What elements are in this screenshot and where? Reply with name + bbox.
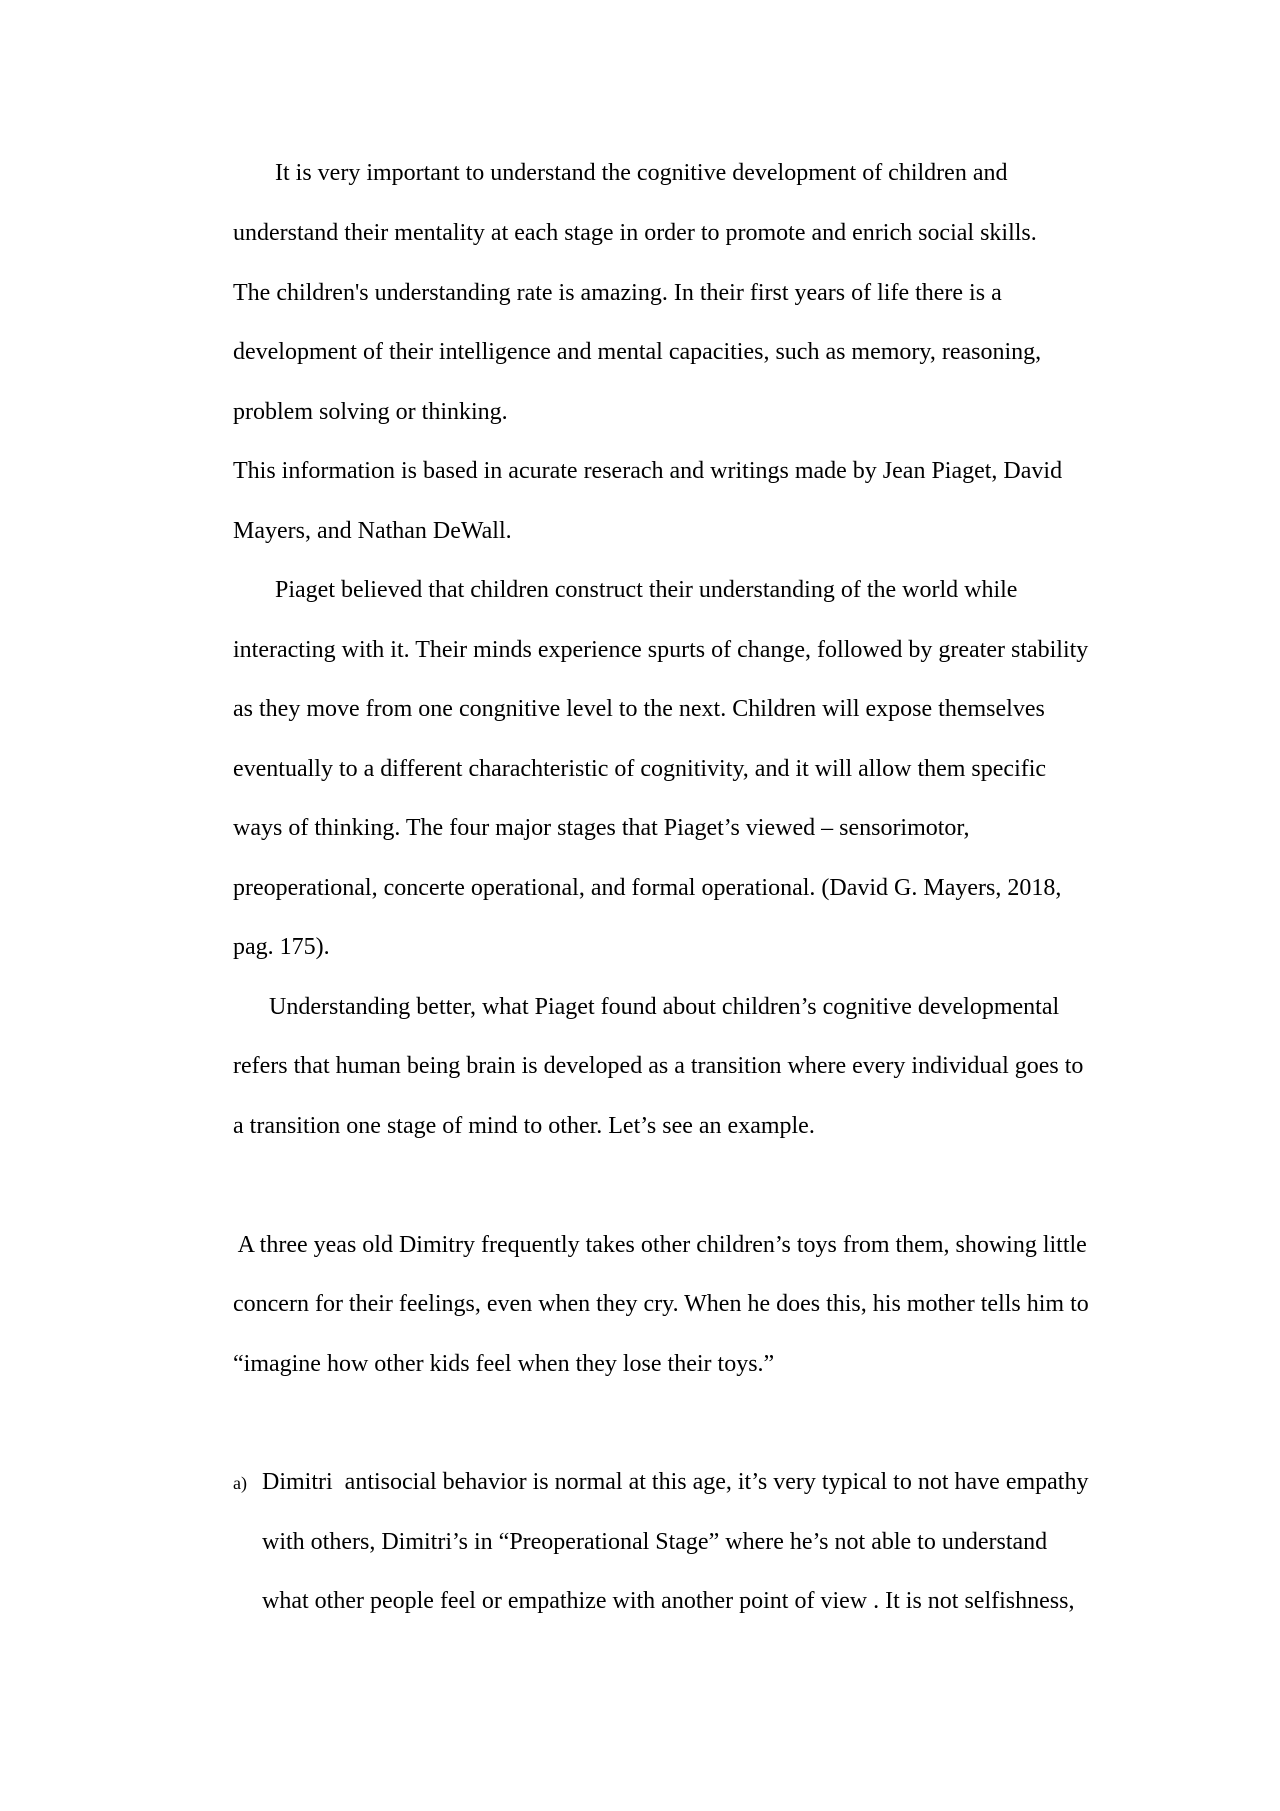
- text-line: Dimitri antisocial behavior is normal at this age, it’s very typical to not have empathy: [262, 1469, 1089, 1495]
- text-line: understand their mentality at each stage in order to promote and enrich social skills.: [233, 220, 1037, 246]
- text-line: The children's understanding rate is amazing. In their first years of life there is a: [233, 280, 1002, 306]
- text-line: as they move from one congnitive level to the next. Children will expose themselves: [233, 696, 1045, 722]
- text-line: interacting with it. Their minds experience spurts of change, followed by greater stability: [233, 637, 1089, 663]
- text-line: Understanding better, what Piaget found about children’s cognitive developmental: [233, 994, 1060, 1020]
- text-line: A three yeas old Dimitry frequently takes other children’s toys from them, showing little: [233, 1232, 1087, 1258]
- text-line: a transition one stage of mind to other. Let’s see an example.: [233, 1113, 815, 1139]
- text-line: problem solving or thinking.: [233, 399, 508, 425]
- text-line: pag. 175).: [233, 934, 330, 960]
- text-line: refers that human being brain is developed as a transition where every individual goes to: [233, 1053, 1084, 1079]
- list-marker: a): [233, 1473, 247, 1493]
- text-line: It is very important to understand the cognitive development of children and: [233, 160, 1008, 186]
- text-line: concern for their feelings, even when they cry. When he does this, his mother tells him to: [233, 1291, 1089, 1317]
- text-line: what other people feel or empathize with another point of view . It is not selfishness,: [262, 1588, 1075, 1614]
- text-line: “imagine how other kids feel when they lose their toys.”: [233, 1351, 775, 1377]
- text-line: development of their intelligence and mental capacities, such as memory, reasoning,: [233, 339, 1042, 365]
- text-line: with others, Dimitri’s in “Preoperational Stage” where he’s not able to understand: [262, 1529, 1048, 1555]
- text-line: ways of thinking. The four major stages that Piaget’s viewed – sensorimotor,: [233, 815, 970, 841]
- text-line: eventually to a different charachteristic of cognitivity, and it will allow them specific: [233, 756, 1047, 782]
- text-line: Mayers, and Nathan DeWall.: [233, 518, 512, 544]
- text-line: preoperational, concerte operational, and formal operational. (David G. Mayers, 2018,: [233, 875, 1062, 901]
- text-line: Piaget believed that children construct their understanding of the world while: [233, 577, 1018, 603]
- text-line: This information is based in acurate reserach and writings made by Jean Piaget, David: [233, 458, 1063, 484]
